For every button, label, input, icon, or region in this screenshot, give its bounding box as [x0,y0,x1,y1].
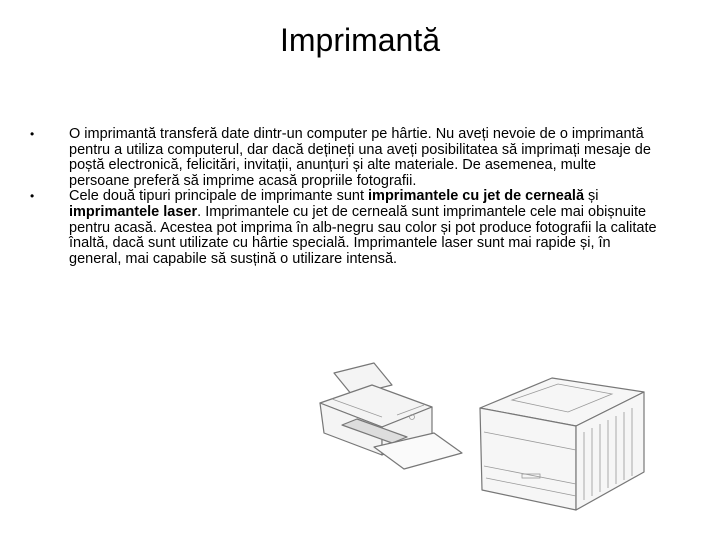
bold-term-inkjet: imprimantele cu jet de cerneală [368,188,585,205]
bold-term-laser: imprimantele laser [69,203,198,220]
bullet-item [30,189,660,267]
bullet-text-part: și [584,188,599,205]
bullet-item [30,127,660,189]
bullet-text: O imprimantă transferă date dintr-un computer pe hârtie. Nu aveți nevoie de o imprimantă pentru a utiliza computerul, dar dacă dețineți una aveți posibilitatea să imprimați mesaje de poștă electronică, felicitări, invitații, anunțuri și alte materiale. De asemenea, multe persoane preferă să imprime acasă propriile fotografii. [69,126,651,189]
slide-title: Imprimantă [279,22,441,58]
bullet-text-part: . Imprimantele cu jet de cerneală sunt imprimantele cele mai obișnuite pentru acasă. Acestea pot imprima în alb-negru sau color și pot produce fotografii la calitate înaltă, dacă sunt utilizate cu hârtie specială. Imprimantele laser sunt mai rapide și, în general, mai capabile să susțină o utilizare intensă. [69,203,657,267]
laser-printer-illustration [472,370,652,520]
bullet-dot: • [30,189,35,204]
bullet-list [30,127,660,267]
bullet-text-part: Cele două tipuri principale de imprimante sunt [69,188,369,205]
bullet-dot: • [30,127,35,141]
inkjet-printer-illustration [312,355,472,485]
